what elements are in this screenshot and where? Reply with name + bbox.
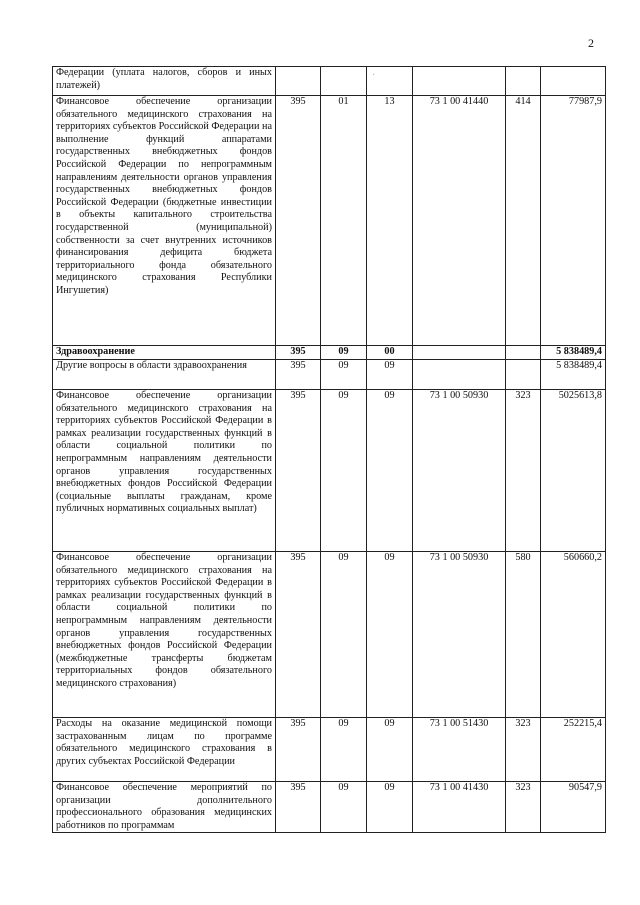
cell-section: 09 — [321, 718, 367, 782]
cell-amount: 560660,2 — [541, 552, 606, 718]
cell-section: 09 — [321, 360, 367, 390]
table-row — [53, 390, 606, 552]
cell-amount: 90547,9 — [541, 782, 606, 833]
cell-target-article: 73 1 00 51430 — [413, 718, 506, 782]
cell-description: Федерации (уплата налогов, сборов и иных платежей) — [53, 67, 276, 96]
cell-target-article: 73 1 00 41430 — [413, 782, 506, 833]
table-row — [53, 782, 606, 833]
cell-description: Финансовое обеспечение организации обязательного медицинского страхования на территориях субъектов Российской Федерации в рамках реализации государственных функций в области социальной политики по непрограммным направлениям деятельности органов управления государственных внебюджетных фондов Российской Федерации (социальные выплаты гражданам, кроме публичных нормативных социальных выплат) — [53, 390, 276, 552]
cell-target-article: 73 1 00 50930 — [413, 552, 506, 718]
cell-expense-type — [506, 360, 541, 390]
table-row — [53, 67, 606, 96]
cell-amount — [541, 67, 606, 96]
cell-subsection: 13 — [367, 96, 413, 346]
cell-expense-type: 323 — [506, 782, 541, 833]
cell-description: Финансовое обеспечение организации обязательного медицинского страхования на территориях субъектов Российской Федерации на выполнение функций аппаратами государственных внебюджетных фондов Российской Федерации по непрограммным направлениям деятельности органов управления государственных внебюджетных фондов Российской Федерации (бюджетные инвестиции в объекты капитального строительства государственной (муниципальной) собственности за счет внутренних источников финансирования дефицита бюджета территориального фонда обязательного медицинского страхования Республики Ингушетия) — [53, 96, 276, 346]
cell-grbs: 395 — [276, 360, 321, 390]
cell-amount: 5025613,8 — [541, 390, 606, 552]
cell-target-article: 73 1 00 50930 — [413, 390, 506, 552]
cell-expense-type: 323 — [506, 718, 541, 782]
table-row — [53, 718, 606, 782]
cell-amount: 252215,4 — [541, 718, 606, 782]
cell-expense-type: 414 — [506, 96, 541, 346]
cell-section: 01 — [321, 96, 367, 346]
cell-description: Финансовое обеспечение организации обязательного медицинского страхования на территориях субъектов Российской Федерации в рамках реализации государственных функций в области социальной политики по непрограммным направлениям деятельности органов управления государственных внебюджетных фондов Российской Федерации (межбюджетные трансферты бюджетам территориальных фондов обязательного медицинского страхования) — [53, 552, 276, 718]
page-number: 2 — [588, 36, 594, 50]
cell-expense-type — [506, 67, 541, 96]
cell-grbs: 395 — [276, 718, 321, 782]
cell-grbs: 395 — [276, 552, 321, 718]
cell-grbs: 395 — [276, 346, 321, 360]
cell-amount: 5 838489,4 — [541, 360, 606, 390]
table-row — [53, 360, 606, 390]
cell-expense-type — [506, 346, 541, 360]
table-row — [53, 346, 606, 360]
cell-subsection: 09 — [367, 718, 413, 782]
cell-section: 09 — [321, 782, 367, 833]
table-row — [53, 552, 606, 718]
cell-subsection: 09 — [367, 360, 413, 390]
cell-amount: 77987,9 — [541, 96, 606, 346]
cell-section — [321, 67, 367, 96]
cell-target-article — [413, 346, 506, 360]
cell-subsection: 00 — [367, 346, 413, 360]
scan-artifact: · — [372, 70, 376, 81]
cell-section: 09 — [321, 390, 367, 552]
cell-grbs — [276, 67, 321, 96]
cell-subsection: 09 — [367, 552, 413, 718]
cell-subsection: 09 — [367, 782, 413, 833]
cell-target-article — [413, 67, 506, 96]
table-row — [53, 96, 606, 346]
cell-target-article: 73 1 00 41440 — [413, 96, 506, 346]
cell-section: 09 — [321, 552, 367, 718]
cell-grbs: 395 — [276, 390, 321, 552]
cell-section: 09 — [321, 346, 367, 360]
cell-expense-type: 323 — [506, 390, 541, 552]
cell-amount: 5 838489,4 — [541, 346, 606, 360]
cell-description: Расходы на оказание медицинской помощи застрахованным лицам по программе обязательного медицинского страхования в других субъектах Российской Федерации — [53, 718, 276, 782]
cell-description: Здравоохранение — [53, 346, 276, 360]
cell-expense-type: 580 — [506, 552, 541, 718]
cell-target-article — [413, 360, 506, 390]
cell-grbs: 395 — [276, 96, 321, 346]
cell-subsection: 09 — [367, 390, 413, 552]
budget-table — [52, 66, 606, 833]
cell-description: Финансовое обеспечение мероприятий по организации дополнительного профессионального образования медицинских работников по программам — [53, 782, 276, 833]
cell-grbs: 395 — [276, 782, 321, 833]
cell-description: Другие вопросы в области здравоохранения — [53, 360, 276, 390]
